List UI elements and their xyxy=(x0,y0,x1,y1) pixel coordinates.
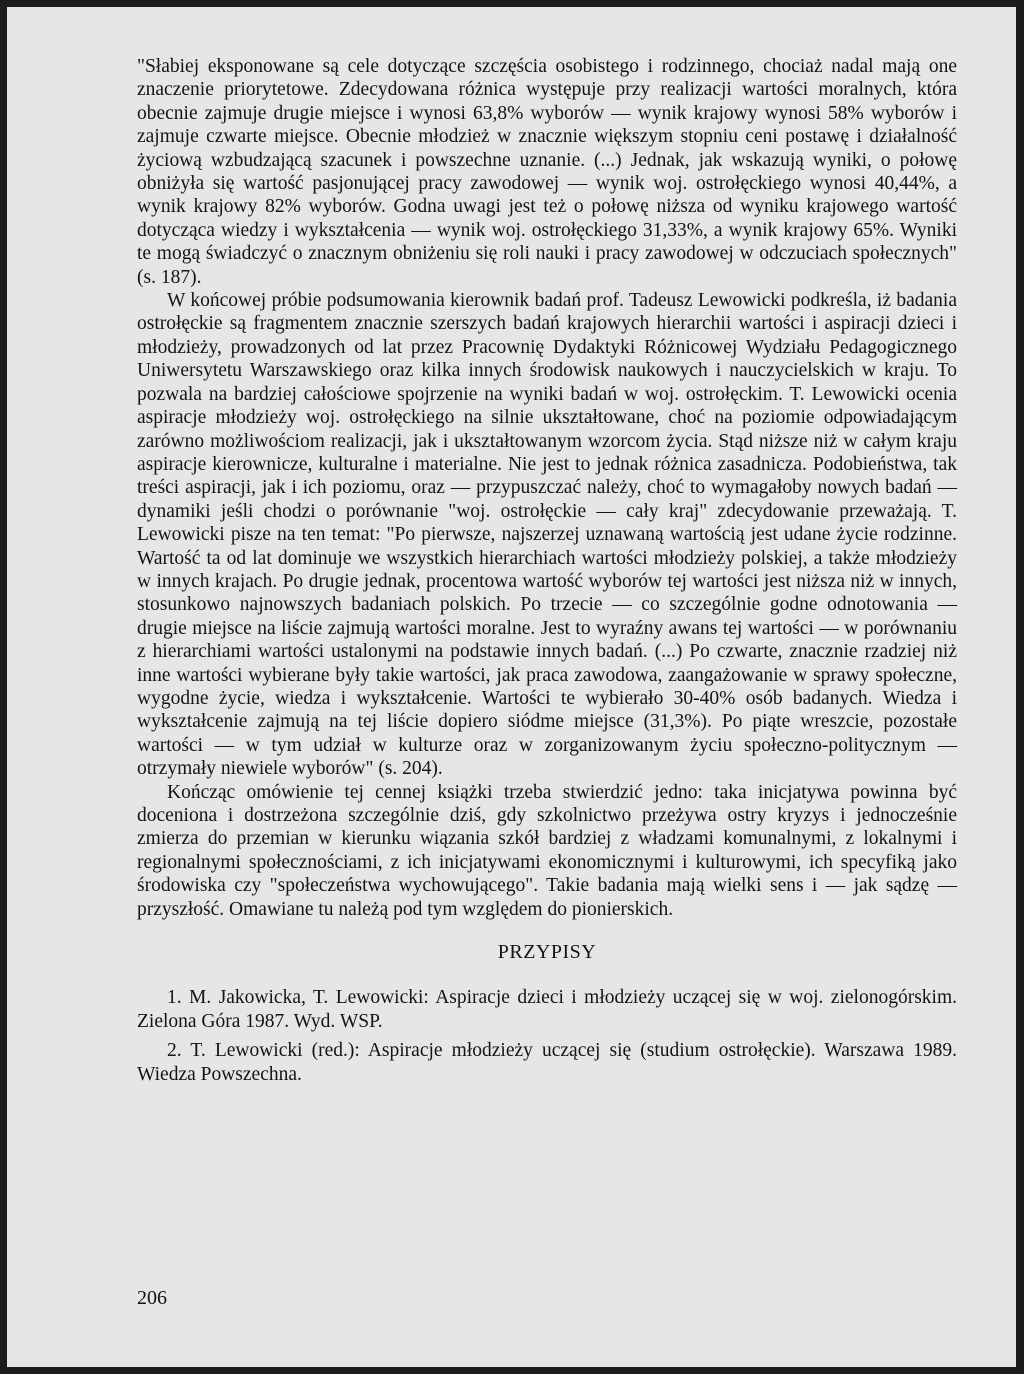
conclusion-paragraph: Kończąc omówienie tej cennej książki trzeba stwierdzić jedno: taka inicjatywa powinna być doceniona i dostrzeżona szczególnie dziś, gdy szkolnictwo przeżywa ostry kryzys i jednocześnie zmierza do przemian w kierunku wiązania szkół bardziej z władzami komunalnymi, z lokalnymi i regionalnymi społecznościami, z ich inicjatywami ekonomicznymi i kulturowymi, ich specyfiką jako środowiska czy "społeczeństwa wychowującego". Takie badania mają wielki sens i — jak sądzę — przyszłość. Omawiane tu należą pod tym względem do pionierskich. xyxy=(137,781,957,920)
footnote-2: 2. T. Lewowicki (red.): Aspiracje młodzieży uczącej się (studium ostrołęckie). Warszawa 1989. Wiedza Powszechna. xyxy=(137,1040,957,1085)
summary-paragraph: W końcowej próbie podsumowania kierownik badań prof. Tadeusz Lewowicki podkreśla, iż badania ostrołęckie są fragmentem znacznie szerszych badań krajowych hierarchii wartości i aspiracji dzieci i młodzieży, prowadzonych od lat przez Pracownię Dydaktyki Różnicowej Wydziału Pedagogicznego Uniwersytetu Warszawskiego oraz kilka innych środowisk naukowych i nauczycielskich w kraju. To pozwala na bardziej całościowe spojrzenie na wyniki badań w woj. ostrołęckim. T. Lewowicki ocenia aspiracje młodzieży woj. ostrołęckiego na silnie ukształtowane, choć na poziomie odpowiadającym zarówno możliwościom realizacji, jak i ukształtowanym wzorcom życia. Stąd niższe niż w całym kraju aspiracje kierownicze, kulturalne i materialne. Nie jest to jednak różnica zasadnicza. Podobieństwa, tak treści aspiracji, jak i ich poziomu, oraz — przypuszczać należy, choć to wymagałoby nowych badań — dynamiki jeśli chodzi o porównanie "woj. ostrołęckie — cały kraj" zdecydowanie przeważają. T. Lewowicki pisze na ten temat: "Po pierwsze, najszerzej uznawaną wartością jest udane życie rodzinne. Wartość ta od lat dominuje we wszystkich hierarchiach wartości młodzieży polskiej, a także młodzieży w innych krajach. Po drugie jednak, procentowa wartość wyborów tej wartości jest niższa niż w innych, stosunkowo najnowszych badaniach polskich. Po trzecie — co szczególnie godne odnotowania — drugie miejsce na liście zajmują wartości moralne. Jest to wyraźny awans tej wartości — w porównaniu z hierarchiami wartości ustalonymi na podstawie innych badań. (...) Po czwarte, znacznie rzadziej niż inne wartości wybierane były takie wartości, jak praca zawodowa, zaangażowanie w sprawy społeczne, wygodne życie, wiedza i wykształcenie. Wartości te wybierało 30-40% osób badanych. Wiedza i wykształcenie zajmują na tej liście dopiero siódme miejsce (31,3%). Po piąte wreszcie, pozostałe wartości — w tym udział w kulturze oraz w zorganizowanym życiu społeczno-politycznym — otrzymały niewiele wyborów" (s. 204). xyxy=(137,290,957,780)
main-text-column xyxy=(137,55,957,1092)
footnotes-heading: PRZYPISY xyxy=(497,941,597,964)
scanned-page xyxy=(7,7,1016,1367)
page-number: 206 xyxy=(137,1287,167,1309)
footnote-1: 1. M. Jakowicka, T. Lewowicki: Aspiracje dzieci i młodzieży uczącej się w woj. zielonogórskim. Zielona Góra 1987. Wyd. WSP. xyxy=(137,987,957,1032)
quote-paragraph: "Słabiej eksponowane są cele dotyczące szczęścia osobistego i rodzinnego, chociaż nadal mają one znaczenie priorytetowe. Zdecydowana różnica występuje przy realizacji wartości moralnych, która obecnie zajmuje drugie miejsce i wynosi 63,8% wyborów — wynik krajowy wynosi 58% wyborów i zajmuje czwarte miejsce. Obecnie młodzież w znacznie większym stopniu ceni postawę i działalność życiową wzbudzającą szacunek i powszechne uznanie. (...) Jednak, jak wskazują wyniki, o połowę obniżyła się wartość pasjonującej pracy zawodowej — wynik woj. ostrołęckiego wynosi 40,44%, a wynik krajowy 82% wyborów. Godna uwagi jest też o połowę niższa od wyniku krajowego wartość dotycząca wiedzy i wykształcenia — wynik woj. ostrołęckiego 31,33%, a wynik krajowy 65%. Wyniki te mogą świadczyć o znacznym obniżeniu się roli nauki i pracy zawodowej w odczuciach społecznych" (s. 187). xyxy=(137,56,957,288)
